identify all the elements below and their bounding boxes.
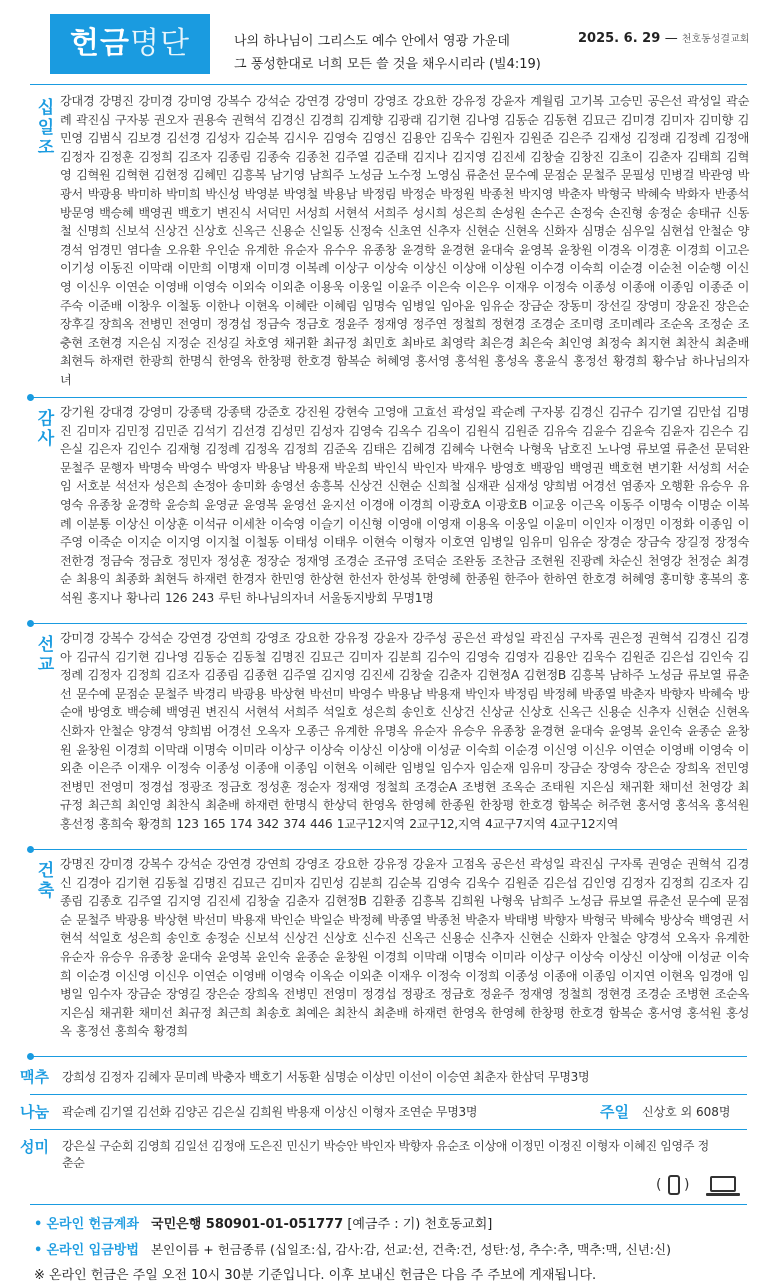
- section-label-mission: 선 교: [37, 635, 55, 675]
- footer-account: [34, 1212, 754, 1237]
- section-thanks: [30, 403, 749, 618]
- section-names-mission: 강미경 강복수 강석순 강연경 강연희 강영조 강요한 강유정 강윤자 강주성 공은선 곽성일 곽진심 구자록 권은정 권혁석 김경신 김경아 김규식 김기현 김나영 김동순 김동철 김명진 김묘근 김미자 김분희 김수익 김영숙 김영자 김용안 김욱수 김원준 김은섭 김인숙 김정례 김정자 김정희 김조자 김종림 김종현 김주열 김지영 김진세 김창술 김춘자 김현정A 김현정B 김흥복 남하주 노성금 류보열 류춘선 문수예 문점순 문철주 박경리 박광용 박상현 박선미 박영수 박용남 박용재 박인자 박정림 박정혜 박종열 박춘자 박향자 박혜숙 방순애 방영호 백승혜 백영권 변진식 서현석 서희주 석일호 성은희 송인호 신상건 신상균 신상호 신옥근 신용순 신추자 신현순 신현옥 신화자 안철순 양경석 양희범 어경선 오옥자 오종근 유계한 유명옥 유순자 유승우 유종창 윤경현 윤대숙 윤영복 윤인숙 윤종순 윤창원 윤창원 이경희 이막래 이명숙 이미라 이상구 이상숙 이상신 이상애 이성균 이숙희 이순경 이신영 이신우 이연순 이영배 이영숙 이외춘 이은주 이재우 이정숙 이종성 이종애 이종임 이현옥 이혜란 임병일 임수자 임순재 임유미 장금순 장영숙 장은순 장희옥 전민영 전병민 전영미 정경섭 정광조 정금호 정성훈 정순자 정재영 정철희 조경순A 조병현 조옥순 조태원 지은심 채귀환 채미선 천영강 최규정 최근희 최인영 최찬식 최춘배 하재련 한명식 한상덕 한영옥 한영혜 한종원 한창평 한호경 함복순 허주현 홍서영 홍석옥 홍석원 홍선정 홍희숙 황경희 123 165 174 342 374 446 1교구12지역 2교구12,지역 4교구7지역 4교구12지역: [60, 631, 749, 831]
- section-names-tithe: 강대경 강명진 강미경 강미영 강복수 강석순 강연경 강영미 강영조 강요한 강유정 강윤자 계월림 고기복 고승민 공은선 곽성일 곽순례 곽진심 구자봉 권오자 권용숙 권혁석 김경신 김경희 김계향 김광래 김기현 김나영 김동순 김동현 김묘근 김미경 김미자 김미향 김민영 김범식 김보경 김선경 김성자 김순복 김시우 김영숙 김영신 김용안 김욱수 김원자 김원준 김은주 김재성 김정래 김정례 김정애 김정자 김정훈 김정희 김조자 김종림 김종숙 김종천 김주열 김준태 김지나 김지영 김진세 김창술 김창진 김초이 김춘자 김태희 김혁영 김혁원 김혁현 김현정 김혜민 김흥복 남기영 남희주 노성금 노수정 노영심 류춘선 문수예 문점순 문철주 문필성 민병걸 박관영 박광서 박광용 박미하 박미희 박신성 박영분 박영철 박용남 박정림 박정순 박정원 박종천 박지영 박춘자 박형국 박혜숙 박화자 반종석 방문영 백승혜 백영권 백호기 변진식 서덕민 서성희 서현석 서희주 성시희 성은희 손성원 손수곤 손정숙 손진형 송정순 송태규 신동철 신명희 신보석 신상건 신상호 신옥근 신용순 신일동 신정숙 신초연 신추자 신현순 신현옥 신화자 심명순 심우일 심현섭 안철순 양경석 엄경민 염다솔 오유환 우인순 유계한 유순자 유수우 유종창 윤경학 윤경현 윤대숙 윤영복 윤창원 이경옥 이경훈 이경희 이고은 이기성 이동진 이막래 이만희 이명재 이미경 이복례 이상구 이상숙 이상신 이상애 이상원 이수경 이숙희 이순경 이순천 이순행 이신영 이신우 이연순 이영배 이영숙 이외숙 이외춘 이용욱 이웅일 이윤주 이은숙 이은우 이재우 이정숙 이종성 이종애 이종임 이종준 이주숙 이준배 이창우 이철동 이한나 이현옥 이혜란 이혜림 임명숙 임병일 임아윤 임유순 장금순 장동미 장선길 장영미 장윤진 장은순 장후길 장희옥 전병민 전영미 정경섭 정금숙 정금호 정윤주 정재영 정주연 정철희 정현경 조경순 조미령 조미례라 조순옥 조정순 조충현 조현경 지은심 지정순 진성길 차호영 채귀환 최규정 최민호 최바로 최영락 최은경 최은숙 최인영 최정숙 최지현 최찬식 최춘배 최현득 하재련 한광희 한명식 한영옥 한창평 한호경 함복순 허혜영 홍서영 홍석원 홍성옥 홍윤식 홍정선 황경희 황수남 하나님의자녀: [60, 94, 749, 387]
- account-number: 국민은행 580901-01-051777: [151, 1217, 344, 1232]
- section-names-thanks: 강기원 강대경 강영미 강종택 강종택 강준호 강진원 강현숙 고영애 고효선 곽성일 곽순례 구자봉 김경신 김규수 김기열 김만섭 김명진 김미자 김민정 김민준 김석기 김선경 김성민 김성자 김영숙 김옥수 김옥이 김원식 김원준 김유숙 김윤수 김윤숙 김윤자 김은수 김은실 김은자 김인수 김재형 김정례 김정옥 김정희 김준옥 김태은 김혜경 김혜숙 나현숙 나형욱 남호진 노나영 류보열 류춘선 문덕완 문철주 문행자 박명숙 박영수 박영자 박용남 박용재 박운희 박인식 박인자 박재우 방영호 백광임 백영권 백호현 변기환 서성희 서순임 서호분 석선자 성은희 손정아 송미화 송영선 송흥복 신상건 신현순 신희철 심재관 심재성 양희범 어경선 염종자 오행환 유승우 유영숙 유종창 윤경학 윤승희 윤영균 윤영복 윤영선 윤지선 이경애 이경희 이광호A 이광호B 이교웅 이근옥 이동주 이명숙 이명순 이복례 이분통 이상신 이상훈 이석규 이세찬 이숙영 이슬기 이신형 이영애 이영재 이용옥 이웅일 이윤미 이인자 이정민 이정화 이종임 이주영 이죽순 이지순 이지영 이지철 이철동 이태성 이태우 이현숙 이형자 이호연 임병일 임유미 임유순 장경순 장금숙 장길정 장정숙 전한경 정금숙 정금호 정민자 정성훈 정장순 정재영 조경순 조규영 조덕순 조완동 조찬금 조현원 진광례 차순신 천영강 천정순 최경순 최용익 최종화 최현득 하재련 한경자 한민영 한상현 한선자 한성복 한영혜 한종원 한주아 한하연 한호경 허혜영 홍미향 홍복의 홍석원 홍지나 황나리 126 243 루틴 하나님의자녀 서울동지방회 무명1명: [60, 405, 749, 605]
- section-divider: [30, 1056, 747, 1057]
- section-divider: [30, 1094, 747, 1095]
- date-text: 2025. 6. 29: [578, 31, 661, 46]
- section-divider: [30, 397, 747, 398]
- section-label-building: 건 축: [37, 861, 55, 901]
- row-rice: [20, 1136, 747, 1172]
- footer-note: ※ 온라인 헌금은 주일 오전 10시 30분 기준입니다. 이후 보내신 헌금은 다음 주 주보에 게재됩니다.: [34, 1268, 597, 1283]
- account-holder: [예금주 : 기) 천호동교회]: [347, 1217, 493, 1232]
- verse-line-1: 나의 하나님이 그리스도 예수 안에서 영광 가운데: [234, 34, 510, 49]
- bullet: •: [34, 1217, 43, 1232]
- page-title: [50, 14, 210, 74]
- signal-right-icon: ): [684, 1177, 690, 1193]
- section-label-thanks: 감 사: [37, 409, 55, 449]
- footer-method: [34, 1237, 754, 1263]
- laptop-icon: [710, 1176, 736, 1192]
- label-harvest: 맥추: [20, 1068, 49, 1086]
- section-tithe: [30, 92, 749, 392]
- row-sharing: [20, 1101, 747, 1121]
- footer: [34, 1212, 754, 1288]
- scripture-verse: [234, 30, 541, 76]
- names-rice: 강은실 구순회 김영희 김일선 김정애 도은진 민신기 박승안 박인자 박향자 유순조 이상애 이정민 이정진 이형자 이혜진 임영주 정춘순: [62, 1139, 709, 1170]
- account-label: 온라인 헌금계좌: [46, 1217, 139, 1232]
- header: [0, 0, 767, 86]
- method-label: 온라인 입금방법: [46, 1243, 139, 1258]
- section-label-tithe: 십 일 조: [37, 98, 55, 158]
- method-text: 본인이름 + 헌금종류 (십일조:십, 감사:감, 선교:선, 건축:건, 성탄:성, 추수:추, 맥추:맥, 신년:신): [151, 1242, 671, 1257]
- page-title-light: 명단: [129, 26, 190, 61]
- footer-icons: [654, 1172, 744, 1200]
- label-rice: 성미: [20, 1138, 49, 1156]
- section-mission: [30, 629, 749, 844]
- signal-left-icon: (: [656, 1177, 662, 1193]
- section-divider: [30, 623, 747, 624]
- names-harvest: 강희성 김정자 김혜자 문미례 박충자 백호기 서동환 심명순 이상민 이선이 이승연 최춘자 한삼덕 무명3명: [62, 1070, 590, 1084]
- value-sunday: 신상호 외 608명: [642, 1105, 731, 1119]
- bulletin-date: 2025. 6. 29 — 천호동성결교회: [578, 31, 750, 46]
- header-divider: [30, 84, 747, 85]
- label-sunday: 주일: [600, 1103, 629, 1121]
- section-divider: [30, 849, 747, 850]
- footer-divider: [30, 1204, 747, 1205]
- church-name: 천호동성결교회: [681, 34, 750, 45]
- section-names-building: 강명진 강미경 강복수 강석순 강연경 강연희 강영조 강요한 강유정 강윤자 고점옥 공은선 곽성일 곽진심 구자록 권영순 권혁석 김경신 김경아 김기현 김동철 김명진 김묘근 김미자 김민성 김분희 김순복 김영숙 김욱수 김원준 김은섭 김인영 김정자 김정희 김조자 김종림 김종호 김주열 김지영 김진세 김창술 김춘자 김현정B 김환종 김흥복 김희원 나형욱 남희주 노성금 류보열 류춘선 문수예 문점순 문철주 박광용 박상현 박선미 박용재 박인순 박일순 박정혜 박종열 박종천 박춘자 박태병 박향자 박형국 박혜숙 방상숙 백영권 서현석 석일호 성은희 송인호 송정순 신보석 신상건 신상호 신수진 신옥근 신용순 신추자 신현순 신화자 안철순 양경석 오옥자 유계한 유순자 유승우 유종창 윤대숙 윤영복 윤인숙 윤종순 윤창원 이경희 이막래 이명숙 이미라 이상구 이상숙 이상신 이상애 이성균 이숙희 이순경 이신영 이신우 이연순 이영배 이영숙 이옥순 이외춘 이재우 이정숙 이정희 이종성 이종애 이종임 이지연 이현옥 임경애 임병일 임수자 장금순 장영길 장은순 장희옥 전병민 전영미 정경섭 정광조 정금호 정윤주 정재영 정철희 정현경 조경순 조병현 조순옥 지은심 채귀환 채미선 최규정 최근희 최송호 최예은 최찬식 최춘배 하재련 한영옥 한영혜 한창평 한호경 함복순 홍서영 홍석원 홍성옥 홍정선 홍희숙 황경희: [60, 857, 750, 1039]
- section-building: [30, 855, 749, 1050]
- phone-icon: [668, 1175, 680, 1195]
- bullet: •: [34, 1243, 43, 1258]
- section-divider: [30, 1129, 747, 1130]
- verse-line-2: 그 풍성한대로 너희 모든 쓸 것을 채우시리라 (빌4:19): [234, 57, 541, 72]
- names-sharing: 곽순례 김기열 김선화 김양곤 김은실 김희원 박용재 이상신 이형자 조연순 무명3명: [62, 1105, 478, 1119]
- laptop-base-icon: [706, 1193, 740, 1196]
- label-sharing: 나눔: [20, 1103, 49, 1121]
- page-title-bold: 헌금: [70, 26, 130, 61]
- row-harvest: [20, 1066, 747, 1086]
